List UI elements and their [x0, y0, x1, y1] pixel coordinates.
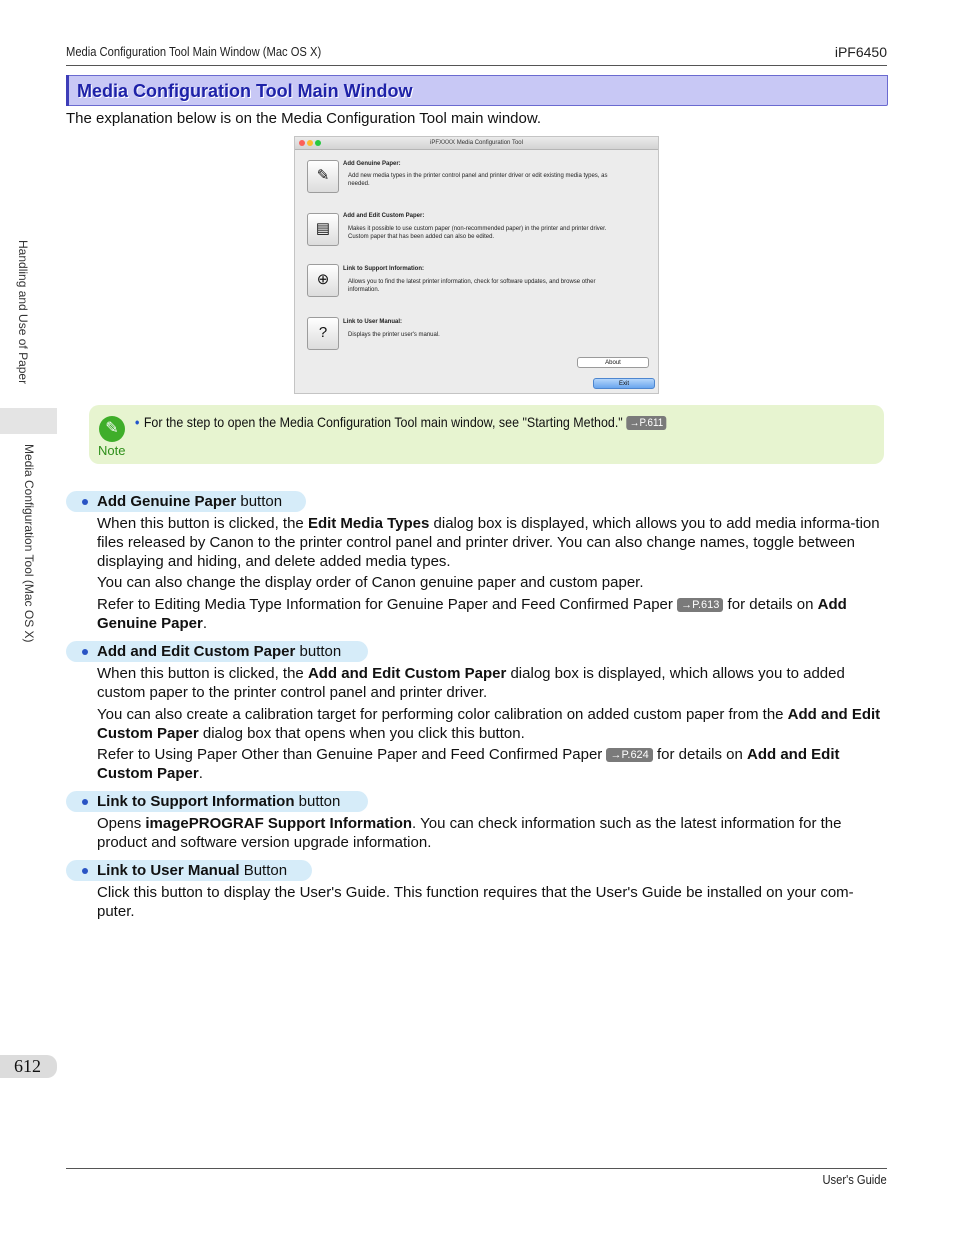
window-titlebar [295, 137, 658, 150]
note-text [135, 414, 667, 430]
exit-button[interactable]: Exit [593, 378, 655, 389]
link-support-info-button[interactable] [307, 264, 339, 297]
bullet-icon [82, 799, 88, 805]
add-genuine-paper-heading: Add Genuine Paper: [343, 161, 401, 167]
heading-bold: Link to User Manual [97, 862, 240, 879]
minimize-window-icon [307, 140, 313, 146]
link-support-info-desc: Allows you to find the latest printer information, check for software updates, and browse other information. [348, 279, 596, 293]
paragraph: Refer to Using Paper Other than Genuine Paper and Feed Confirmed Paper →P.624 for details on Add and Edit Custom Paper. [97, 746, 840, 782]
paragraph: Opens imagePROGRAF Support Information. You can check information such as the latest information for the product and software version upgrade information. [97, 815, 842, 851]
bullet-icon [82, 868, 88, 874]
paragraph: When this button is clicked, the Edit Media Types dialog box is displayed, which allows you to add media informa-tion files released by Canon to the printer control panel and printer driver. You can also change names, toggle between displaying and hiding, and delete added media types. [97, 515, 880, 570]
page-ref-link[interactable]: →P.624 [606, 748, 652, 762]
link-user-manual-desc: Displays the printer user's manual. [348, 332, 440, 338]
note-label: Note [98, 443, 126, 458]
custom-paper-icon: ▤ [315, 220, 331, 237]
page-number: 612 [0, 1055, 57, 1078]
header-rule [66, 65, 887, 66]
globe-icon: ⊕ [316, 271, 330, 288]
bullet-icon [82, 649, 88, 655]
heading-rest: button [236, 493, 283, 510]
add-edit-custom-paper-button[interactable] [307, 213, 339, 246]
add-edit-custom-paper-desc: Makes it possible to use custom paper (non-recommended paper) in the printer and printer driver. Custom paper that has been added can also be edited. [348, 226, 607, 240]
heading-rest: Button [239, 862, 288, 879]
running-header-title: Media Configuration Tool Main Window (Mac OS X) [66, 44, 322, 59]
zoom-window-icon [315, 140, 321, 146]
footer-rule [66, 1168, 887, 1169]
note-bullet: • [135, 414, 140, 430]
close-window-icon [299, 140, 305, 146]
heading-rest: button [295, 643, 342, 660]
link-support-info-heading: Link to Support Information: [343, 266, 424, 272]
add-edit-custom-paper-heading: Add and Edit Custom Paper: [343, 213, 425, 219]
paragraph: You can also create a calibration target for performing color calibration on added custom paper from the Add and Edit Custom Paper dialog box that opens when you click this button. [97, 706, 881, 742]
side-tab-chapter [14, 240, 30, 398]
section-heading-link-support-information [66, 791, 368, 812]
bullet-icon [82, 499, 88, 505]
link-user-manual-heading: Link to User Manual: [343, 319, 403, 325]
add-genuine-paper-button[interactable] [307, 160, 339, 193]
side-tab-marker [0, 408, 57, 434]
side-tab-section-label: Media Configuration Tool (Mac OS X) [22, 444, 36, 643]
footer-text: User's Guide [822, 1172, 887, 1187]
paragraph: When this button is clicked, the Add and Edit Custom Paper dialog box is displayed, which allows you to added custom paper to the printer control panel and printer driver. [97, 665, 845, 701]
paragraph: Refer to Editing Media Type Information for Genuine Paper and Feed Confirmed Paper →P.613 for details on Add Genuine Paper. [97, 596, 847, 632]
about-button[interactable]: About [577, 357, 649, 368]
heading-bold: Add and Edit Custom Paper [97, 643, 296, 660]
section-heading-link-user-manual [66, 860, 312, 881]
heading-bold: Add Genuine Paper [97, 493, 237, 510]
section-title-bar [66, 75, 888, 106]
tool-window-screenshot [294, 136, 659, 394]
page-ref-link[interactable]: →P.611 [626, 416, 667, 430]
paragraph: Click this button to display the User's Guide. This function requires that the User's Guide be installed on your com-puter. [97, 884, 854, 920]
paragraph: You can also change the display order of Canon genuine paper and custom paper. [97, 574, 644, 591]
note-pencil-icon: ✎ [99, 416, 125, 442]
side-tab-chapter-label: Handling and Use of Paper [16, 240, 30, 385]
note-box [89, 405, 884, 464]
page-ref-link[interactable]: →P.613 [677, 598, 723, 612]
link-user-manual-button[interactable] [307, 317, 339, 350]
section-heading-add-edit-custom-paper [66, 641, 368, 662]
heading-rest: button [294, 793, 341, 810]
section-title: Media Configuration Tool Main Window [77, 81, 413, 101]
note-body: For the step to open the Media Configuration Tool main window, see "Starting Method." [143, 414, 623, 430]
add-genuine-paper-desc: Add new media types in the printer control panel and printer driver or edit existing media types, as needed. [348, 173, 608, 187]
intro-text: The explanation below is on the Media Configuration Tool main window. [66, 110, 542, 127]
manual-icon: ? [318, 324, 328, 341]
section-heading-add-genuine-paper [66, 491, 306, 512]
pencil-paper-icon: ✎ [316, 167, 330, 184]
heading-bold: Link to Support Information [97, 793, 295, 810]
window-title: iPFXXXX Media Configuration Tool [430, 140, 523, 146]
model-name: iPF6450 [834, 44, 887, 60]
